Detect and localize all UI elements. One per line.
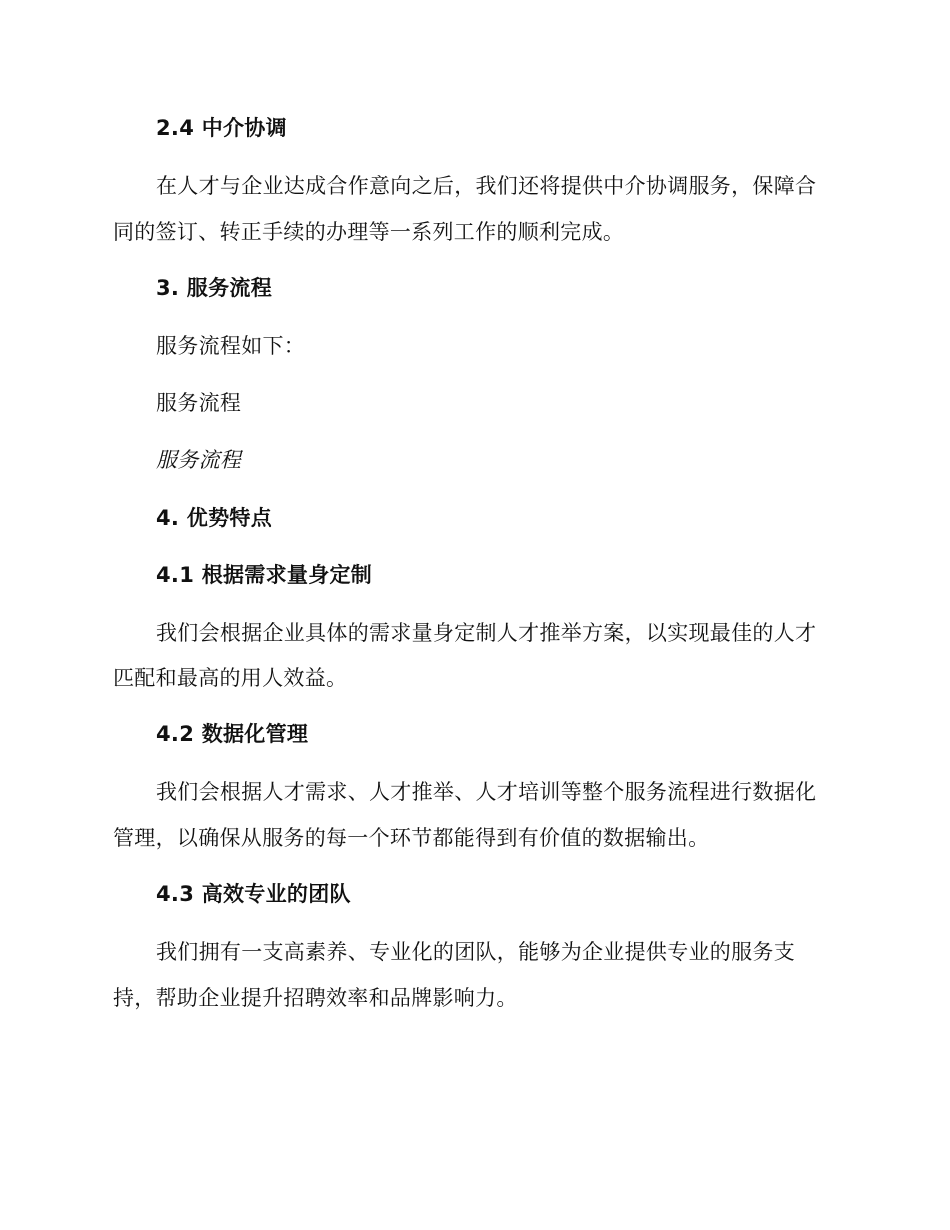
paragraph-line: 我们会根据人才需求、人才推举、人才培训等整个服务流程进行数据化 — [156, 780, 817, 804]
figure-caption: 服务流程 — [156, 448, 242, 472]
paragraph-line: 同的签订、转正手续的办理等一系列工作的顺利完成。 — [113, 220, 625, 244]
section-heading-3: 3. 服务流程 — [156, 276, 272, 300]
figure-label: 服务流程 — [156, 391, 242, 415]
section-heading-4-1: 4.1 根据需求量身定制 — [156, 563, 373, 587]
paragraph-line: 管理，以确保从服务的每一个环节都能得到有价值的数据输出。 — [113, 826, 710, 850]
section-heading-2-4: 2.4 中介协调 — [156, 116, 287, 140]
paragraph-line: 我们会根据企业具体的需求量身定制人才推举方案，以实现最佳的人才 — [156, 621, 817, 645]
section-heading-4-3: 4.3 高效专业的团队 — [156, 882, 351, 906]
section-heading-4-2: 4.2 数据化管理 — [156, 722, 309, 746]
paragraph-line: 匹配和最高的用人效益。 — [113, 666, 348, 690]
paragraph-line: 在人才与企业达成合作意向之后，我们还将提供中介协调服务，保障合 — [156, 174, 817, 198]
flow-intro: 服务流程如下： — [156, 334, 306, 358]
paragraph-line: 我们拥有一支高素养、专业化的团队，能够为企业提供专业的服务支 — [156, 940, 795, 964]
section-heading-4: 4. 优势特点 — [156, 506, 272, 530]
paragraph-line: 持，帮助企业提升招聘效率和品牌影响力。 — [113, 986, 518, 1010]
